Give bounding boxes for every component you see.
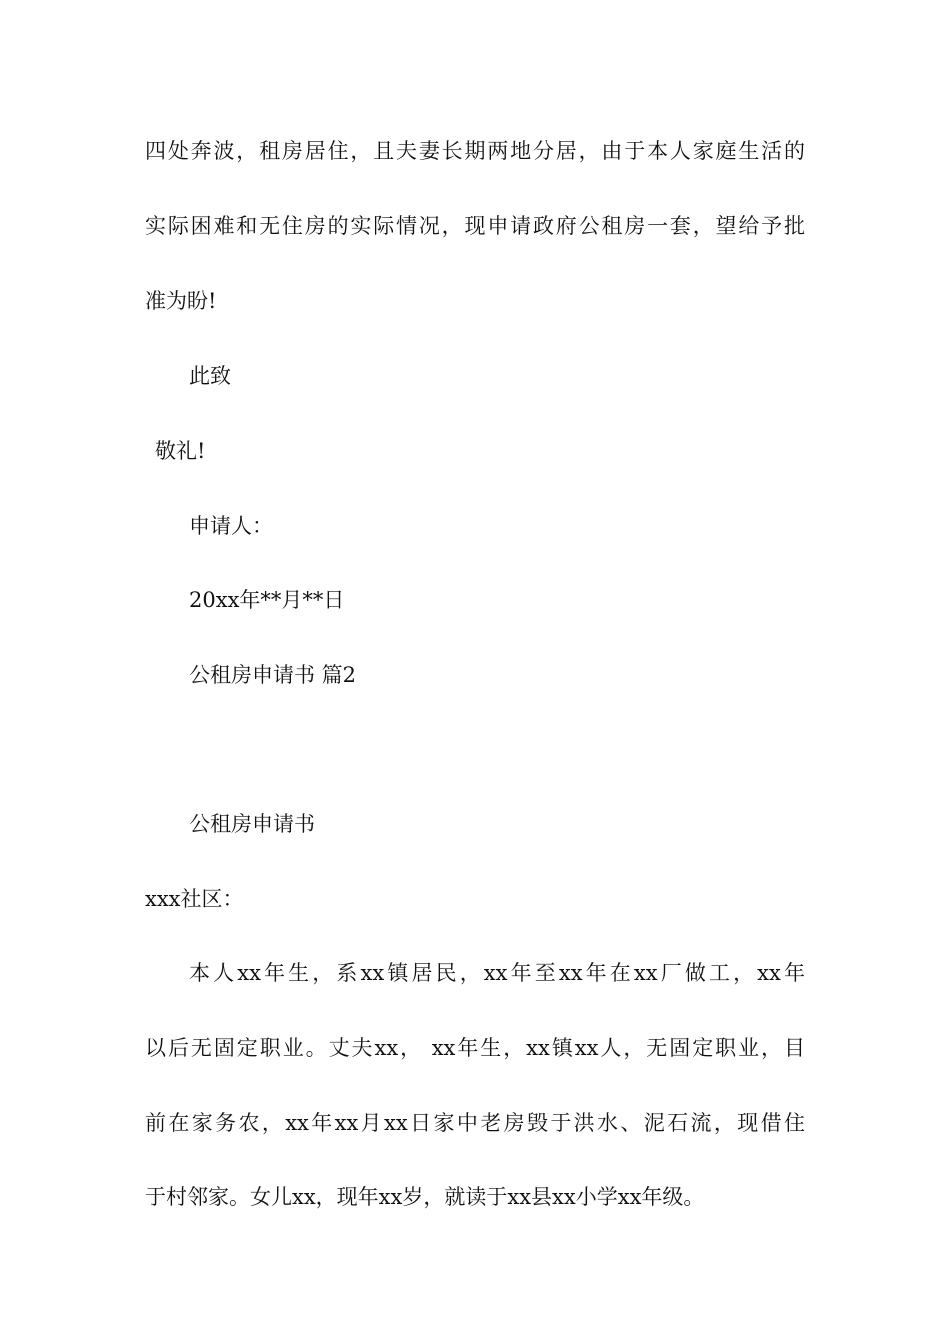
paragraph-line: 于村邻家。女儿xx，现年xx岁，就读于xx县xx小学xx年级。 [145, 1185, 705, 1209]
closing-text: 此致 [189, 364, 231, 388]
paragraph-line: 前在家务农，xx年xx月xx日家中老房毁于洪水、泥石流，现借住 [145, 1111, 805, 1135]
paragraph-line: 以后无固定职业。丈夫xx， xx年生，xx镇xx人，无固定职业，目 [145, 1036, 805, 1060]
addressee-text: xxx社区： [145, 887, 244, 911]
paragraph-line: 本人xx年生，系xx镇居民，xx年至xx年在xx厂做工，xx年 [189, 961, 805, 985]
date-text: 20xx年**月**日 [189, 588, 345, 612]
paragraph-line: 实际困难和无住房的实际情况，现申请政府公租房一套，望给予批 [145, 214, 805, 238]
paragraph-line: 准为盼! [145, 289, 217, 313]
document-title: 公租房申请书 [189, 812, 315, 836]
paragraph-line: 四处奔波，租房居住，且夫妻长期两地分居，由于本人家庭生活的 [145, 139, 805, 163]
section-heading: 公租房申请书 篇2 [189, 663, 357, 687]
applicant-label: 申请人： [189, 514, 273, 538]
salute-text: 敬礼! [155, 439, 206, 463]
